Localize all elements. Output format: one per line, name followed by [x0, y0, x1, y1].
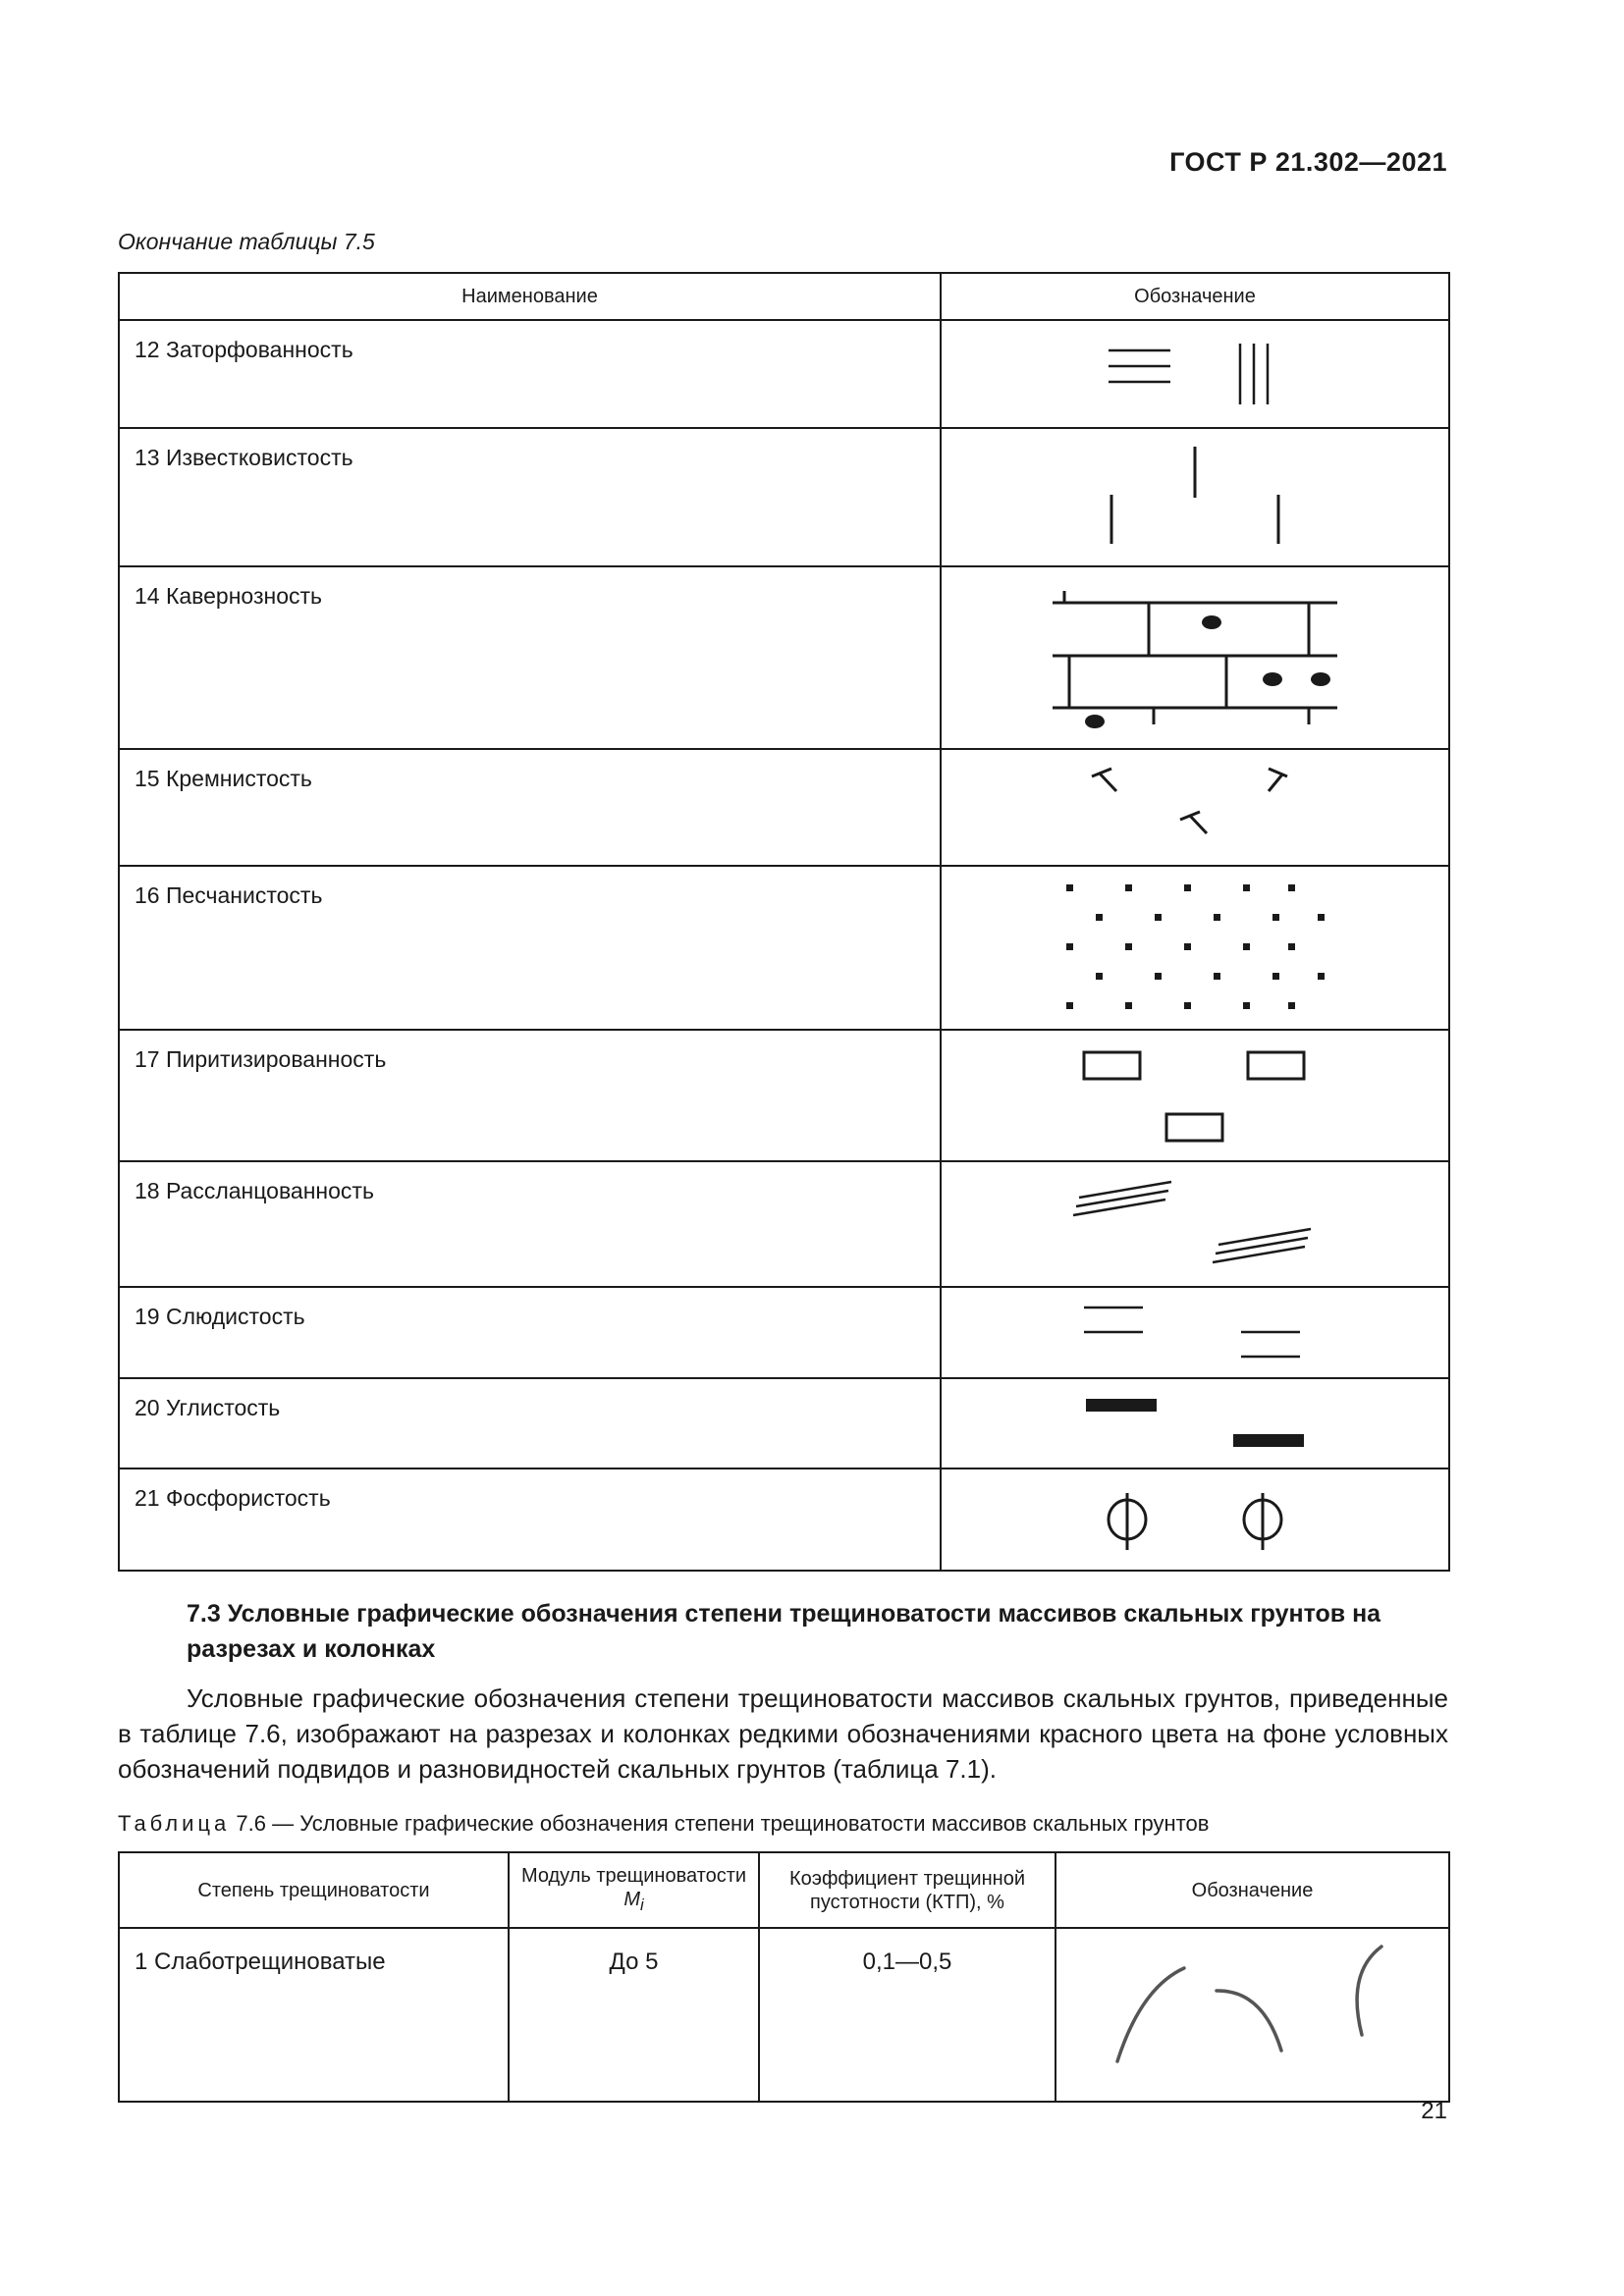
- table-row: [119, 1378, 1449, 1468]
- column-header-ktp: Коэффициент трещинной пустотности (КТП), %: [759, 1852, 1056, 1928]
- symbol-cell: [1056, 1928, 1449, 2102]
- table-7-5: [118, 272, 1450, 1572]
- siliceous-t-symbol: [942, 750, 1448, 865]
- column-header-modulus: [509, 1852, 759, 1928]
- table-row: [119, 428, 1449, 566]
- peat-lines-symbol: [942, 321, 1448, 427]
- document-code: ГОСТ Р 21.302—2021: [1169, 147, 1447, 177]
- column-header-symbol: Обозначение: [1056, 1852, 1449, 1928]
- symbol-cell: [941, 1468, 1449, 1571]
- symbol-cell: [941, 320, 1449, 428]
- symbol-cell: [941, 1161, 1449, 1287]
- degree-cell: 1 Слаботрещиноватые: [119, 1928, 509, 2102]
- row-label: 15 Кремнистость: [119, 749, 941, 866]
- sandy-dots-symbol: [942, 867, 1448, 1029]
- table-row: [119, 320, 1449, 428]
- modulus-cell: До 5: [509, 1928, 759, 2102]
- row-label: 20 Углистость: [119, 1378, 941, 1468]
- row-label: 16 Песчанистость: [119, 866, 941, 1030]
- column-header-name: Наименование: [119, 273, 941, 320]
- table-row: [119, 1468, 1449, 1571]
- coal-bars-symbol: [942, 1379, 1448, 1468]
- ktp-cell: 0,1—0,5: [759, 1928, 1056, 2102]
- table-row: [119, 566, 1449, 749]
- symbol-cell: [941, 1287, 1449, 1378]
- table-row: [119, 749, 1449, 866]
- modulus-subscript: i: [639, 1895, 644, 1914]
- section-heading: 7.3 Условные графические обозначения степени трещиноватости массивов скальных грунтов на разрезах и колонках: [187, 1600, 1381, 1663]
- symbol-cell: [941, 749, 1449, 866]
- mica-double-lines-symbol: [942, 1288, 1448, 1377]
- table-row: [119, 1287, 1449, 1378]
- table-row: [119, 1161, 1449, 1287]
- column-header-degree: Степень трещиноватости: [119, 1852, 509, 1928]
- schistose-slashes-symbol: [942, 1162, 1448, 1286]
- table-caption: [118, 1811, 1209, 1837]
- table-header-row: [119, 1852, 1449, 1928]
- table-header-row: [119, 273, 1449, 320]
- section-paragraph: Условные графические обозначения степени трещиноватости массивов скальных грунтов, приведенные в таблице 7.6, изображают на разрезах и колонках редкими обозначениями красного цвета на фоне условных обозначений подвидов и разновидностей скальных грунтов (таблица 7.1).: [118, 1683, 1448, 1784]
- row-label: 12 Заторфованность: [119, 320, 941, 428]
- table-row: [119, 866, 1449, 1030]
- pyrite-rectangles-symbol: [942, 1031, 1448, 1160]
- row-label: 17 Пиритизированность: [119, 1030, 941, 1161]
- symbol-cell: [941, 428, 1449, 566]
- page-number: 21: [1421, 2098, 1447, 2124]
- table-caption-label: Таблица: [118, 1811, 231, 1836]
- table-row: [119, 1030, 1449, 1161]
- table-7-6: [118, 1851, 1450, 2103]
- phosphorus-phi-symbol: [942, 1469, 1448, 1570]
- row-label: 19 Слюдистость: [119, 1287, 941, 1378]
- calcareous-ticks-symbol: [942, 429, 1448, 565]
- table-row: [119, 1928, 1449, 2102]
- table-caption-continued: Окончание таблицы 7.5: [118, 229, 375, 254]
- table-caption-text: 7.6 — Условные графические обозначения степени трещиноватости массивов скальных грунтов: [236, 1811, 1210, 1836]
- row-label: 21 Фосфористость: [119, 1468, 941, 1571]
- cavernous-brick-symbol: [942, 567, 1448, 748]
- modulus-symbol: M: [623, 1888, 640, 1910]
- row-label: 14 Кавернозность: [119, 566, 941, 749]
- column-header-modulus-text: Модуль трещиноватости: [520, 1864, 747, 1887]
- row-label: 13 Известковистость: [119, 428, 941, 566]
- symbol-cell: [941, 566, 1449, 749]
- symbol-cell: [941, 1378, 1449, 1468]
- symbol-cell: [941, 866, 1449, 1030]
- weak-fracture-arcs-symbol: [1056, 1929, 1448, 2079]
- symbol-cell: [941, 1030, 1449, 1161]
- column-header-symbol: Обозначение: [941, 273, 1449, 320]
- row-label: 18 Рассланцованность: [119, 1161, 941, 1287]
